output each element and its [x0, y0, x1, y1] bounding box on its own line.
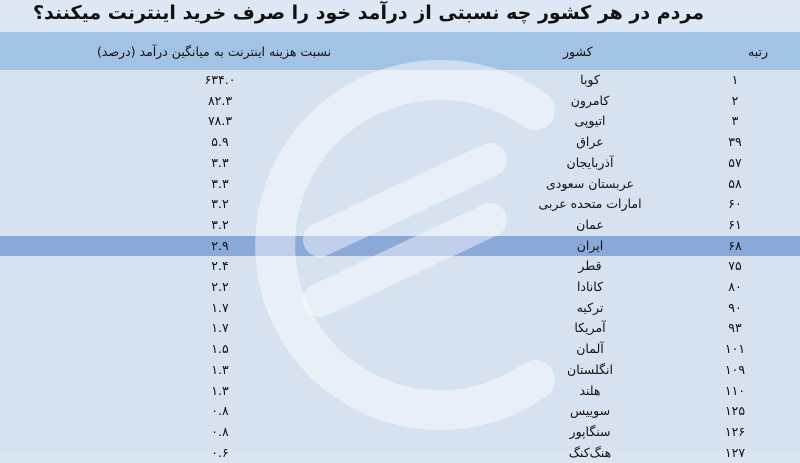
table-row [0, 256, 800, 277]
header-rank: رتبه [748, 44, 768, 59]
data-table [0, 32, 800, 460]
ratio-cell: ۳.۲ [211, 196, 229, 212]
country-cell: عمان [576, 216, 604, 232]
table-row [0, 298, 800, 319]
rank-cell: ۱۰۹ [724, 361, 746, 377]
rank-cell: ۹۰ [728, 299, 742, 315]
rank-cell: ۱۲۵ [724, 403, 746, 419]
table-header [0, 32, 800, 70]
ratio-cell: ۳.۳ [211, 154, 229, 170]
rank-cell: ۶۸ [728, 237, 742, 253]
rank-cell: ۹۳ [728, 320, 742, 336]
table-body [0, 70, 800, 460]
header-ratio: نسبت هزینه اینترنت به میانگین درآمد (درصد) [97, 44, 332, 59]
ratio-cell: ۷۸.۳ [207, 113, 233, 129]
ratio-cell: ۱.۳ [211, 361, 229, 377]
country-cell: ایران [576, 237, 604, 253]
country-cell: آذربایجان [566, 154, 614, 170]
country-cell: عراق [576, 134, 604, 150]
rank-cell: ۷۵ [728, 258, 742, 274]
rank-cell: ۶۱ [728, 216, 742, 232]
rank-cell: ۱ [731, 72, 739, 87]
country-cell: هلند [579, 382, 601, 398]
ratio-cell: ۱.۵ [211, 341, 229, 357]
rank-cell: ۶۰ [728, 196, 742, 212]
rank-cell: ۸۰ [728, 279, 742, 294]
country-cell: آمریکا [574, 320, 606, 336]
rank-cell: ۵۷ [728, 154, 742, 170]
ratio-cell: ۸۲.۳ [207, 92, 233, 108]
country-cell: امارات متحده عربی [538, 196, 642, 212]
table-row [0, 215, 800, 236]
table-row [0, 422, 800, 443]
ratio-cell: ۲.۴ [211, 258, 229, 274]
table-row [0, 91, 800, 112]
title-bar [0, 0, 800, 32]
table-row [0, 401, 800, 422]
country-cell: کانادا [576, 279, 604, 294]
rank-cell: ۳۹ [728, 134, 742, 150]
ratio-cell: ۲.۲ [211, 279, 229, 294]
country-cell: کوبا [580, 72, 600, 87]
rank-cell: ۱۲۶ [724, 423, 746, 439]
table-row [0, 153, 800, 174]
rank-cell: ۵۸ [728, 175, 742, 191]
table-row [0, 132, 800, 153]
ratio-cell: ۱.۷ [211, 320, 229, 336]
rank-cell: ۲ [731, 92, 739, 108]
ratio-cell: ۰.۶ [211, 444, 229, 460]
country-cell: قطر [578, 258, 602, 274]
ratio-cell: ۰.۸ [211, 423, 229, 439]
header-country: کشور [563, 44, 593, 59]
country-cell: اتیوپی [574, 113, 606, 129]
table-row [0, 318, 800, 339]
ratio-cell: ۵.۹ [211, 134, 229, 150]
table-row [0, 236, 800, 257]
table-row [0, 443, 800, 463]
country-cell: سنگاپور [569, 423, 611, 439]
country-cell: ترکیه [576, 299, 604, 315]
country-cell: آلمان [576, 341, 604, 357]
ratio-cell: ۱.۳ [211, 382, 229, 398]
ratio-cell: ۳.۳ [211, 175, 229, 191]
table-row [0, 174, 800, 195]
ratio-cell: ۶۳۴.۰ [204, 72, 236, 87]
ratio-cell: ۰.۸ [211, 403, 229, 419]
table-row [0, 277, 800, 298]
table-row [0, 339, 800, 360]
page-title: مردم در هر کشور چه نسبتی از درآمد خود را صرف خرید اینترنت میکنند؟ [33, 2, 704, 24]
country-cell: انگلستان [567, 361, 613, 377]
table-row [0, 381, 800, 402]
table-row [0, 194, 800, 215]
rank-cell: ۱۲۷ [724, 444, 746, 460]
table-row [0, 70, 800, 91]
country-cell: هنگ‌کنگ [568, 444, 612, 460]
ratio-cell: ۳.۲ [211, 216, 229, 232]
rank-cell: ۱۰۱ [724, 341, 746, 357]
rank-cell: ۳ [731, 113, 739, 129]
rank-cell: ۱۱۰ [724, 382, 746, 398]
country-cell: کامرون [570, 92, 610, 108]
country-cell: عربستان سعودی [545, 175, 635, 191]
table-row [0, 360, 800, 381]
table-row [0, 111, 800, 132]
ratio-cell: ۱.۷ [211, 299, 229, 315]
country-cell: سوییس [569, 403, 611, 419]
ratio-cell: ۲.۹ [211, 237, 229, 253]
